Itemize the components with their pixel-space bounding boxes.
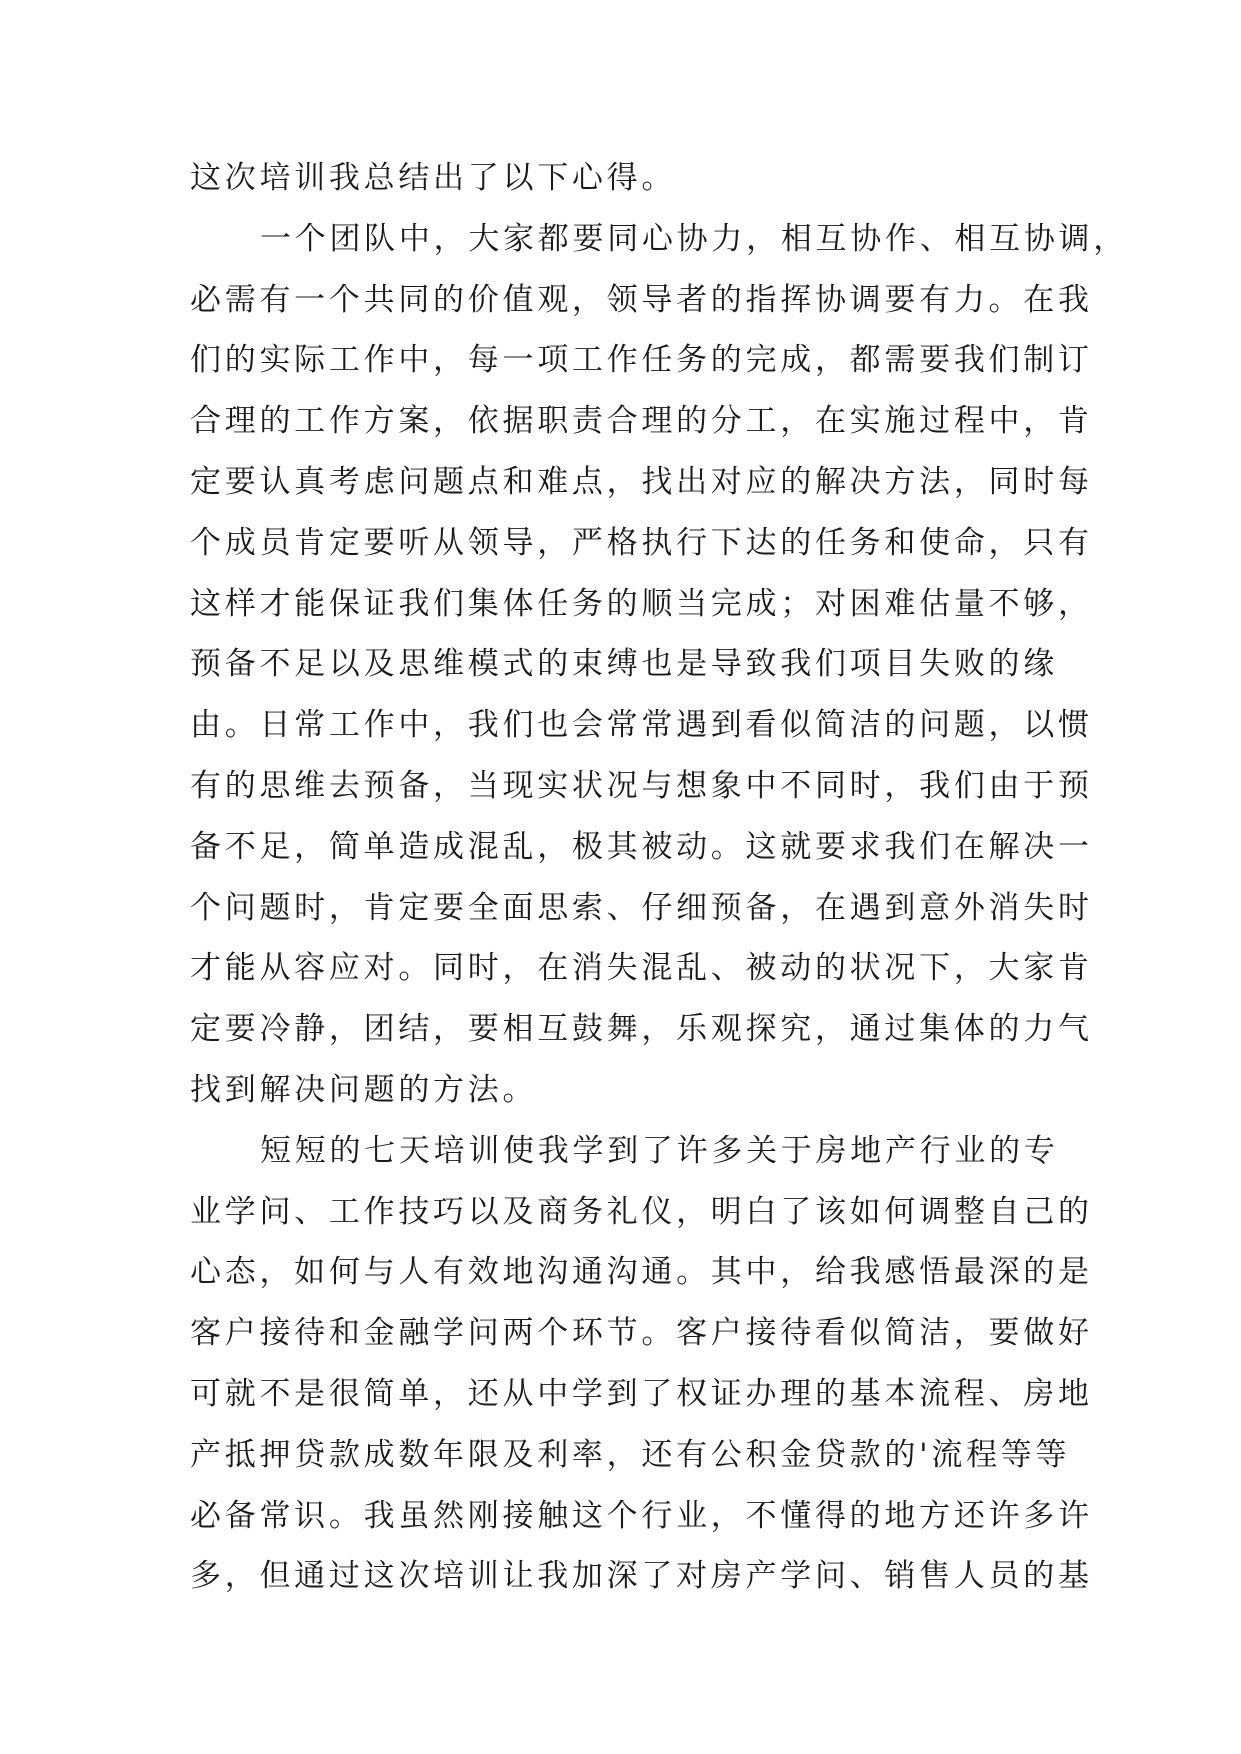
text-line: 这次培训我总结出了以下心得。: [190, 160, 677, 196]
text-line: 这样才能保证我们集体任务的顺当完成；对困难估量不够，: [190, 585, 1093, 622]
text-line: 多，但通过这次培训让我加深了对房产学问、销售人员的基: [190, 1558, 1093, 1595]
text-line: 必备常识。我虽然刚接触这个行业，不懂得的地方还许多许: [190, 1497, 1093, 1534]
text-line: 个问题时，肯定要全面思索、仔细预备，在遇到意外消失时: [190, 889, 1093, 926]
text-line: 定要认真考虑问题点和难点，找出对应的解决方法，同时每: [190, 463, 1093, 500]
paragraph-start-line: 短短的七天培训使我学到了许多关于房地产行业的专: [260, 1132, 1059, 1169]
text-line: 必需有一个共同的价值观，领导者的指挥协调要有力。在我: [190, 281, 1093, 318]
text-line: 有的思维去预备，当现实状况与想象中不同时，我们由于预: [190, 767, 1093, 804]
text-line: 找到解决问题的方法。: [190, 1071, 538, 1108]
text-line: 产抵押贷款成数年限及利率，还有公积金贷款的'流程等等: [190, 1436, 1071, 1473]
text-line: 客户接待和金融学问两个环节。客户接待看似简洁，要做好: [190, 1315, 1093, 1352]
text-line: 可就不是很简单，还从中学到了权证办理的基本流程、房地: [190, 1375, 1093, 1412]
paragraph-start-line: 一个团队中，大家都要同心协力，相互协作、相互协调，: [260, 220, 1128, 257]
text-line: 们的实际工作中，每一项工作任务的完成，都需要我们制订: [190, 342, 1093, 379]
text-line: 业学问、工作技巧以及商务礼仪，明白了该如何调整自己的: [190, 1193, 1093, 1230]
text-line: 才能从容应对。同时，在消失混乱、被动的状况下，大家肯: [190, 950, 1093, 987]
text-line: 定要冷静，团结，要相互鼓舞，乐观探究，通过集体的力气: [190, 1011, 1093, 1048]
text-line: 预备不足以及思维模式的束缚也是导致我们项目失败的缘: [190, 646, 1058, 683]
text-line: 备不足，简单造成混乱，极其被动。这就要求我们在解决一: [190, 828, 1093, 865]
text-line: 合理的工作方案，依据职责合理的分工，在实施过程中，肯: [190, 403, 1093, 440]
document-body: [190, 148, 1128, 1607]
text-line: 由。日常工作中，我们也会常常遇到看似简洁的问题，以惯: [190, 707, 1093, 744]
text-line: 心态，如何与人有效地沟通沟通。其中，给我感悟最深的是: [190, 1254, 1093, 1291]
text-line: 个成员肯定要听从领导，严格执行下达的任务和使命，只有: [190, 524, 1093, 561]
